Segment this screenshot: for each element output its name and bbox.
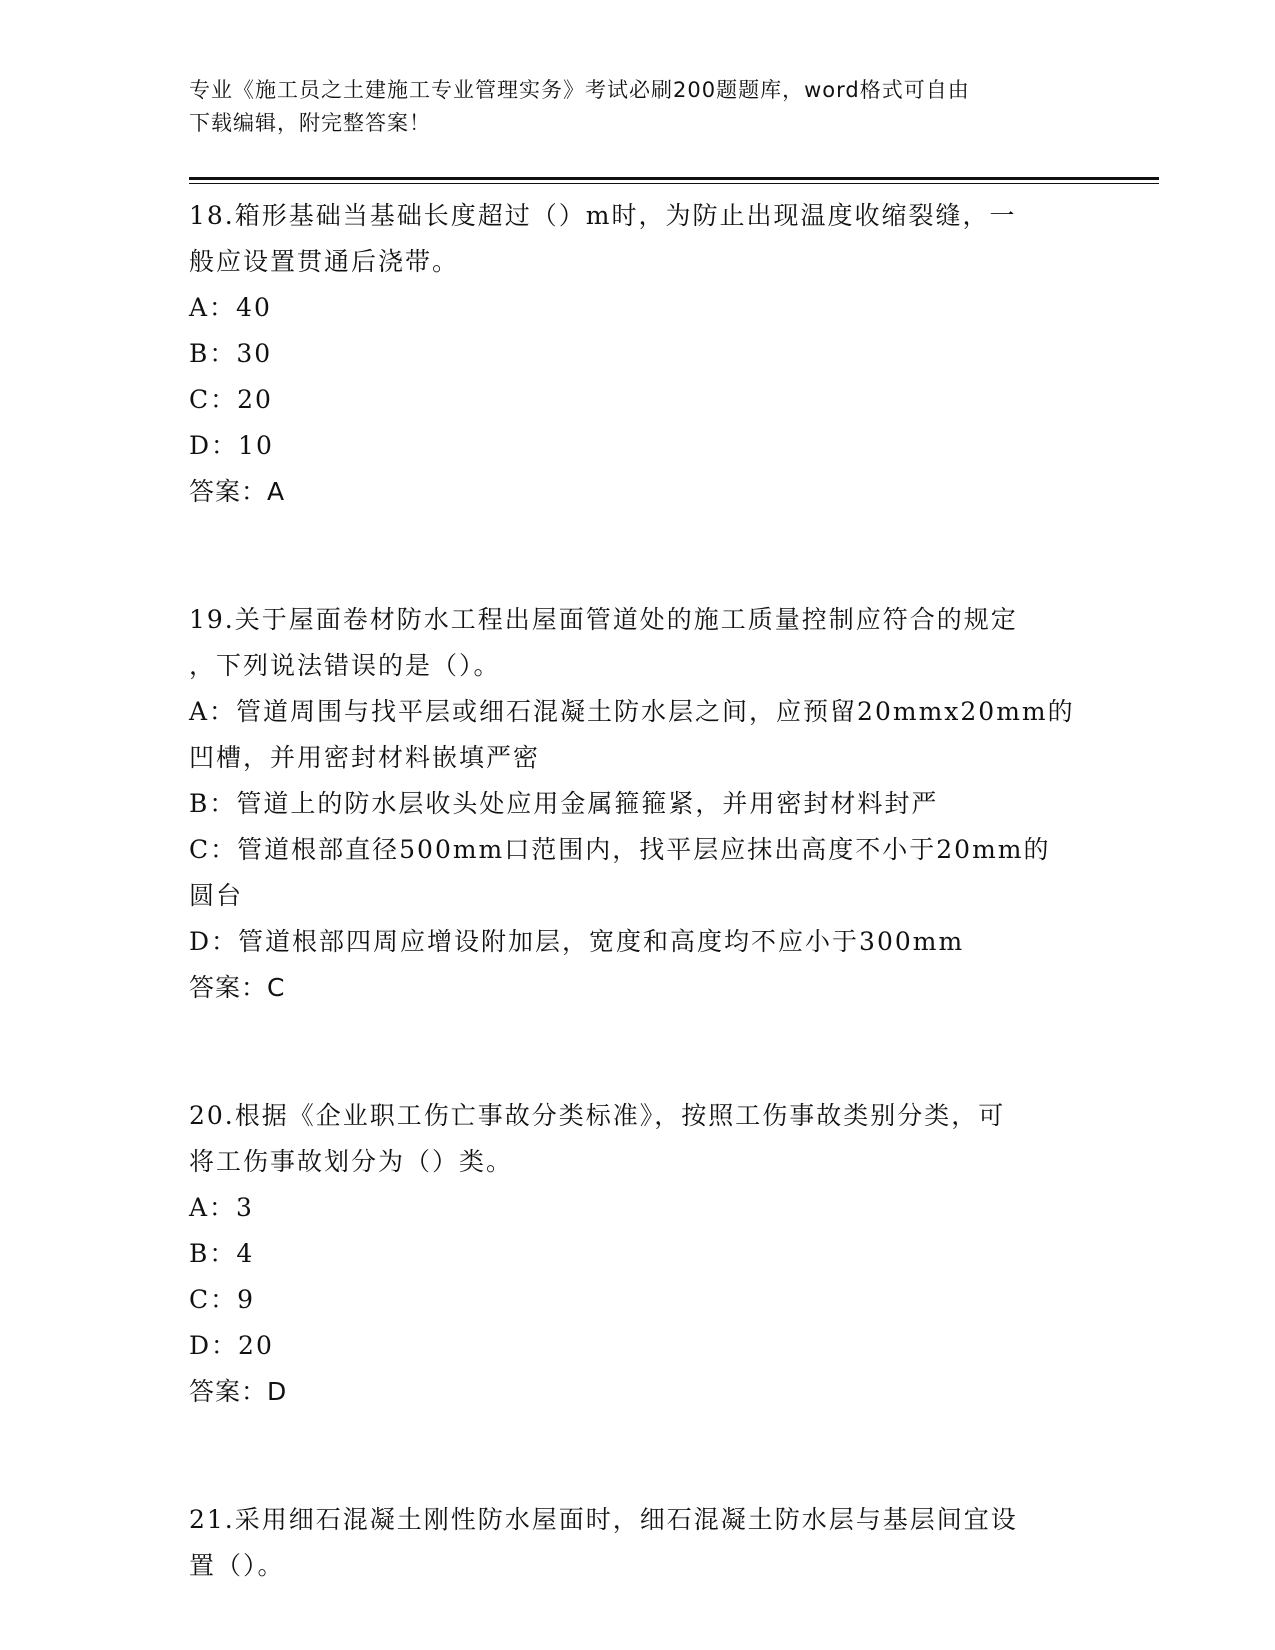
option-c: C：9 <box>189 1285 256 1314</box>
question-stem-line: 20.根据《企业职工伤亡事故分类标准》，按照工伤事故类别分类，可 <box>189 1101 1006 1130</box>
option-d: D：20 <box>189 1331 274 1360</box>
option-b: B：管道上的防水层收头处应用金属箍箍紧，并用密封材料封严 <box>189 789 939 818</box>
question-spacer <box>189 1011 1089 1093</box>
answer-line: 答案：D <box>189 1377 288 1406</box>
option-a: A：管道周围与找平层或细石混凝土防水层之间，应预留20mmx20mm的 <box>189 697 1075 726</box>
question-stem-line: 21.采用细石混凝土刚性防水屋面时，细石混凝土防水层与基层间宜设 <box>189 1505 1018 1534</box>
option-c: C：20 <box>189 385 273 414</box>
question-19 <box>189 597 1089 1011</box>
header-line-1: 专业《施工员之土建施工专业管理实务》考试必刷200题题库，word格式可自由 <box>189 78 970 102</box>
header-line-2: 下载编辑，附完整答案！ <box>189 111 431 135</box>
header-rule-thick <box>189 177 1159 180</box>
question-stem-line: 19.关于屋面卷材防水工程出屋面管道处的施工质量控制应符合的规定 <box>189 605 1018 634</box>
question-spacer <box>189 1415 1089 1497</box>
option-d: D：10 <box>189 431 274 460</box>
document-header <box>189 74 1069 140</box>
question-stem-line: 置（）。 <box>189 1551 285 1580</box>
question-20 <box>189 1093 1089 1415</box>
question-spacer <box>189 515 1089 597</box>
question-stem-line: ，下列说法错误的是（）。 <box>189 651 501 680</box>
option-b: B：30 <box>189 339 273 368</box>
option-c-continued: 圆台 <box>189 881 244 910</box>
answer-line: 答案：A <box>189 477 286 506</box>
option-d: D：管道根部四周应增设附加层，宽度和高度均不应小于300mm <box>189 927 965 956</box>
question-stem-line: 般应设置贯通后浇带。 <box>189 247 460 276</box>
option-c: C：管道根部直径500mm口范围内，找平层应抹出高度不小于20mm的 <box>189 835 1051 864</box>
question-stem-line: 将工伤事故划分为（）类。 <box>189 1147 514 1176</box>
option-a: A：40 <box>189 293 272 322</box>
option-b: B：4 <box>189 1239 255 1268</box>
question-18 <box>189 193 1089 515</box>
option-a-continued: 凹槽，并用密封材料嵌填严密 <box>189 743 541 772</box>
question-stem-line: 18.箱形基础当基础长度超过（）m时，为防止出现温度收缩裂缝，一 <box>189 201 1017 230</box>
question-21 <box>189 1497 1089 1589</box>
question-list <box>189 193 1089 1589</box>
answer-line: 答案：C <box>189 973 286 1002</box>
option-a: A：3 <box>189 1193 254 1222</box>
header-rule-thin <box>189 183 1159 184</box>
